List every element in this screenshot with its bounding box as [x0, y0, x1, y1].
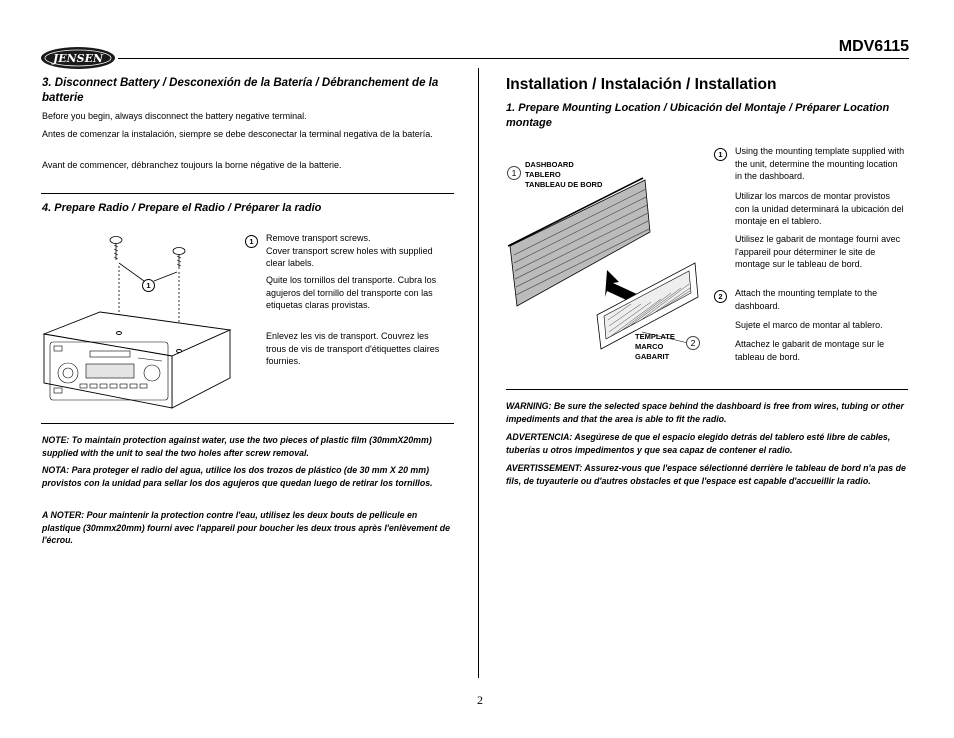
- section3-text-fr: Avant de commencer, débranchez toujours la borne négative de la batterie.: [42, 160, 342, 170]
- note-es: NOTA: Para proteger el radio del agua, utilice los dos trozos de plástico (de 30 mm X 20 mm) provistos con la unidad para sellar los dos agujeros que quedan luego de retirar los tornillos.: [42, 465, 433, 488]
- dashboard-label: [525, 160, 602, 190]
- section4-step1-es: Quite los tornillos del transporte. Cubra los agujeros del tornillo del transporte con las etiquetas claras provistas.: [266, 275, 437, 310]
- cover-holes-text: Cover transport screw holes with supplied clear labels.: [266, 245, 433, 268]
- dashboard-label-fr: TANBLEAU DE BORD: [525, 180, 603, 189]
- step-1-badge: 1: [714, 148, 727, 161]
- svg-text:JENSEN: JENSEN: [52, 52, 104, 65]
- mounting-diagram: [505, 160, 710, 370]
- step2-text-fr: Attachez le gabarit de montage sur le tableau de bord.: [735, 339, 885, 362]
- step1-text-fr: Utilisez le gabarit de montage fourni avec l'appareil pour déterminer le site de montage sur le tableau de bord.: [735, 234, 901, 269]
- header-rule: [118, 58, 909, 59]
- step2-text-es: Sujete el marco de montar al tablero.: [735, 320, 883, 330]
- step1-text-en: Using the mounting template supplied with the unit, determine the mounting location in the dashboard.: [735, 146, 905, 181]
- section4-heading: 4. Prepare Radio / Prepare el Radio / Préparer la radio: [42, 202, 322, 214]
- divider: [41, 193, 454, 194]
- template-label-es: MARCO: [635, 342, 664, 351]
- section4-step1-en: [266, 232, 454, 270]
- template-callout: 2: [686, 336, 700, 350]
- section3-text-en: Before you begin, always disconnect the battery negative terminal.: [42, 111, 307, 121]
- divider: [506, 389, 908, 390]
- remove-screws-text: Remove transport screws.: [266, 233, 371, 243]
- dashboard-label-es: TABLERO: [525, 170, 561, 179]
- screw-callout: 1: [142, 279, 155, 292]
- step1-text-es: Utilizar los marcos de montar provistos con la unidad determinará la ubicación del montaje en el tablero.: [735, 191, 904, 226]
- model-number: MDV6115: [838, 38, 909, 55]
- step1-heading: 1. Prepare Mounting Location / Ubicación del Montaje / Préparer Location montage: [506, 102, 890, 129]
- warning-fr: AVERTISSEMENT: Assurez-vous que l'espace sélectionné derrière le tableau de bord n'a pas de fils, de tuyauterie ou d'autres obstacles et que l'espace est capable d'accueillir la radio.: [506, 463, 906, 486]
- section4-step1-fr: Enlevez les vis de transport. Couvrez les trous de vis de transport d'étiquettes claires fournies.: [266, 331, 440, 366]
- radio-illustration: [40, 228, 240, 414]
- column-divider: [478, 68, 479, 678]
- warning-en: WARNING: Be sure the selected space behind the dashboard is free from wires, tubing or other impediments and that the area is able to fit the radio.: [506, 401, 904, 424]
- warning-es: ADVERTENCIA: Asegúrese de que el espacio elegido detrás del tablero esté libre de cables, tuberías u otros impedimentos y que sea capaz de contener el radio.: [506, 432, 891, 455]
- step2-text-en: Attach the mounting template to the dashboard.: [735, 288, 878, 311]
- dashboard-callout: 1: [507, 166, 521, 180]
- page-number: 2: [477, 693, 483, 707]
- note-fr: A NOTER: Pour maintenir la protection contre l'eau, utilisez les deux bouts de pellicule en plastique (30mmx20mm) fourni avec l'appareil pour boucher les deux trous après l'enlèvement de l'écrou.: [42, 510, 450, 545]
- divider: [41, 423, 454, 424]
- section3-heading: 3. Disconnect Battery / Desconexión de la Batería / Débranchement de la batterie: [42, 77, 439, 104]
- note-en: NOTE: To maintain protection against water, use the two pieces of plastic film (30mmX20mm) supplied with the unit to seal the two holes after screw removal.: [42, 435, 432, 458]
- jensen-logo: [40, 46, 116, 70]
- dashboard-label-en: DASHBOARD: [525, 160, 574, 169]
- template-label-en: TEMPLATE: [635, 332, 675, 341]
- template-label-fr: GABARIT: [635, 352, 670, 361]
- template-label: [635, 332, 675, 362]
- step-1-badge: 1: [245, 235, 258, 248]
- section3-text-es: Antes de comenzar la instalación, siempre se debe desconectar la terminal negativa de la batería.: [42, 129, 433, 139]
- step-2-badge: 2: [714, 290, 727, 303]
- installation-title: Installation / Instalación / Installation: [506, 76, 777, 93]
